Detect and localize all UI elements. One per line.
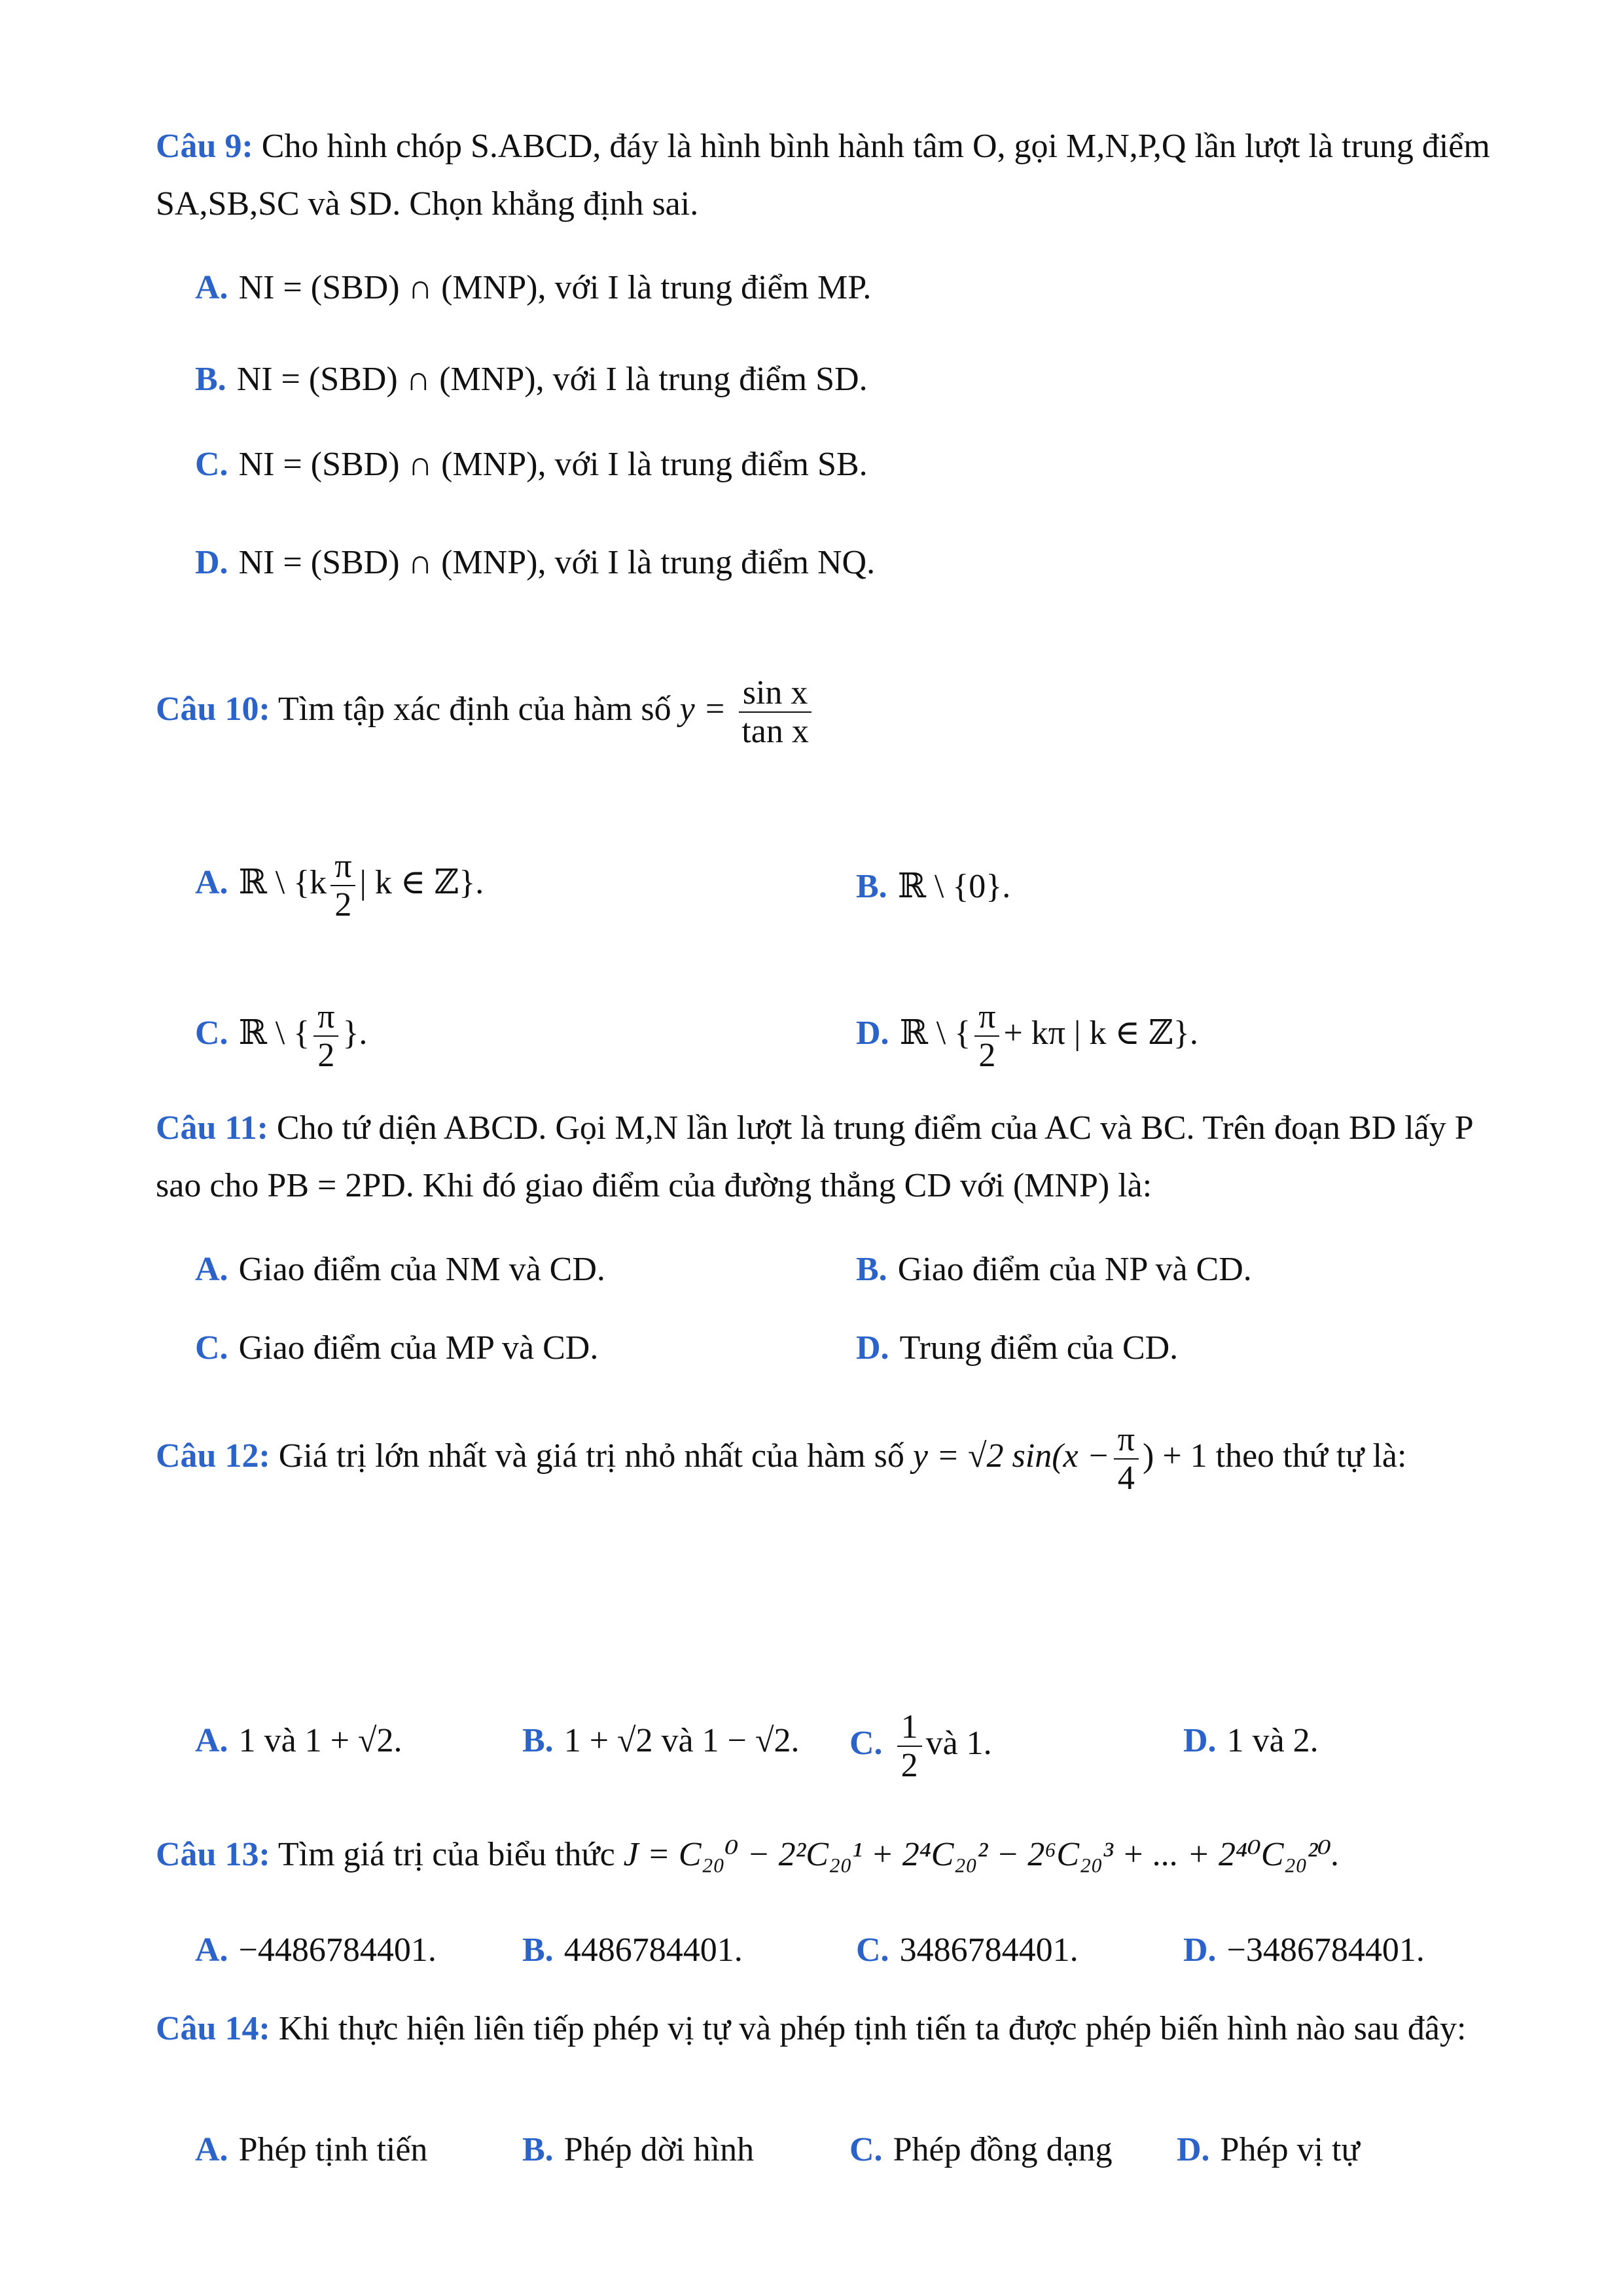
option-fraction — [974, 998, 999, 1074]
question-label: Câu 9: — [156, 128, 253, 165]
option-fraction — [313, 998, 338, 1074]
option-text: ℝ \ {0}. — [897, 868, 1011, 905]
option-text: Giao điểm của NP và CD. — [897, 1251, 1252, 1288]
option-pre: ℝ \ { — [238, 1014, 310, 1052]
option-text: 4486784401. — [563, 1931, 743, 1969]
question-13 — [156, 1826, 1497, 1884]
option-14c[interactable] — [849, 2130, 1113, 2170]
option-label: D. — [1177, 2131, 1210, 2168]
option-12b[interactable] — [522, 1721, 800, 1761]
option-text: NI = (SBD) ∩ (MNP), với I là trung điểm SB. — [238, 446, 868, 483]
option-text: Phép đồng dạng — [893, 2131, 1113, 2168]
option-numerator: 1 — [897, 1708, 922, 1747]
formula-fraction — [1114, 1421, 1139, 1497]
option-label: B. — [856, 1251, 887, 1288]
option-label: D. — [856, 1329, 889, 1367]
option-label: D. — [1183, 1931, 1217, 1969]
option-text: Phép dời hình — [563, 2131, 755, 2168]
option-label: B. — [856, 868, 887, 905]
option-label: A. — [195, 1722, 228, 1759]
option-14d[interactable] — [1177, 2130, 1360, 2170]
question-10 — [156, 674, 1497, 750]
option-12d[interactable] — [1183, 1721, 1319, 1761]
option-label: B. — [195, 361, 226, 398]
option-denominator: 2 — [978, 1037, 996, 1075]
option-11c[interactable] — [195, 1329, 598, 1368]
option-13b[interactable] — [522, 1931, 743, 1970]
question-text: Tìm giá trị của biểu thức — [277, 1836, 615, 1873]
option-fraction — [897, 1708, 922, 1784]
option-9d[interactable] — [195, 543, 875, 583]
option-10c[interactable] — [195, 998, 367, 1074]
option-label: C. — [856, 1931, 889, 1969]
option-13c[interactable] — [856, 1931, 1079, 1970]
question-label: Câu 11: — [156, 1109, 268, 1147]
formula-post: ) + 1 — [1143, 1437, 1207, 1475]
option-text: 1 và 2. — [1226, 1722, 1319, 1759]
question-text: Khi thực hiện liên tiếp phép vị tự và phép tịnh tiến ta được phép biến hình nào sau đây: — [278, 2010, 1467, 2047]
option-fraction — [330, 848, 355, 924]
option-label: C. — [849, 1725, 883, 1763]
option-10b[interactable] — [856, 867, 1010, 906]
option-label: B. — [522, 2131, 554, 2168]
formula-numerator: π — [1114, 1421, 1139, 1460]
option-numerator: π — [330, 848, 355, 886]
option-text: Phép vị tự — [1220, 2131, 1360, 2168]
option-post: + kπ | k ∈ ℤ}. — [1003, 1014, 1198, 1052]
question-text: Cho tứ diện ABCD. Gọi M,N lần lượt là trung điểm của AC và BC. Trên đoạn BD lấy P sao cho PB = 2PD. Khi đó giao điểm của đường thẳng CD với (MNP) là: — [156, 1109, 1472, 1204]
option-label: A. — [195, 1251, 228, 1288]
question-9 — [156, 118, 1497, 233]
option-denominator: 2 — [334, 886, 352, 924]
option-text: 1 + √2 và 1 − √2. — [563, 1722, 800, 1759]
question-11 — [156, 1100, 1497, 1215]
option-11a[interactable] — [195, 1250, 605, 1289]
question-label: Câu 13: — [156, 1836, 270, 1873]
option-label: D. — [195, 544, 228, 581]
option-text: NI = (SBD) ∩ (MNP), với I là trung điểm NQ. — [238, 544, 876, 581]
question-text: Tìm tập xác định của hàm số — [277, 691, 671, 728]
option-12a[interactable] — [195, 1721, 402, 1761]
option-text: −4486784401. — [238, 1931, 437, 1969]
option-denominator: 2 — [317, 1037, 335, 1075]
formula-denominator: 4 — [1117, 1460, 1135, 1498]
option-11d[interactable] — [856, 1329, 1178, 1368]
option-post: }. — [342, 1014, 368, 1052]
formula-fraction — [739, 674, 812, 750]
option-9a[interactable] — [195, 268, 871, 308]
option-pre: ℝ \ { — [899, 1014, 971, 1052]
option-9b[interactable] — [195, 360, 868, 399]
question-text-after: theo thứ tự là: — [1215, 1437, 1407, 1475]
option-label: B. — [522, 1931, 554, 1969]
option-12c[interactable] — [849, 1708, 992, 1784]
option-text: Phép tịnh tiến — [238, 2131, 428, 2168]
question-text-before: Giá trị lớn nhất và giá trị nhỏ nhất của hàm số — [278, 1437, 904, 1475]
option-post: | k ∈ ℤ}. — [359, 864, 484, 902]
formula-numerator: sin x — [739, 674, 812, 713]
option-label: D. — [1183, 1722, 1217, 1759]
option-10a[interactable] — [195, 848, 484, 924]
question-14 — [156, 2003, 1497, 2055]
option-denominator: 2 — [901, 1747, 918, 1785]
option-13d[interactable] — [1183, 1931, 1425, 1970]
option-pre: ℝ \ {k — [238, 864, 327, 902]
option-text: 1 và 1 + √2. — [238, 1722, 402, 1759]
option-text: NI = (SBD) ∩ (MNP), với I là trung điểm MP. — [238, 269, 872, 306]
question-text: Cho hình chóp S.ABCD, đáy là hình bình hành tâm O, gọi M,N,P,Q lần lượt là trung điểm SA,SB,SC và SD. Chọn khẳng định sai. — [156, 128, 1490, 223]
option-text: Giao điểm của MP và CD. — [238, 1329, 599, 1367]
option-14b[interactable] — [522, 2130, 754, 2170]
option-11b[interactable] — [856, 1250, 1252, 1289]
option-label: A. — [195, 2131, 228, 2168]
formula-pre: y = √2 sin(x − — [912, 1437, 1110, 1475]
option-label: A. — [195, 1931, 228, 1969]
question-label: Câu 14: — [156, 2010, 270, 2047]
option-label: C. — [195, 1014, 228, 1052]
option-14a[interactable] — [195, 2130, 427, 2170]
option-text: Giao điểm của NM và CD. — [238, 1251, 605, 1288]
option-label: C. — [195, 446, 228, 483]
option-post: và 1. — [925, 1725, 992, 1763]
option-text: −3486784401. — [1226, 1931, 1425, 1969]
option-label: C. — [849, 2131, 883, 2168]
option-label: C. — [195, 1329, 228, 1367]
formula-lhs: y = — [679, 691, 726, 728]
option-9c[interactable] — [195, 445, 868, 484]
option-numerator: π — [313, 998, 338, 1037]
option-13a[interactable] — [195, 1931, 437, 1970]
option-label: B. — [522, 1722, 554, 1759]
option-text: NI = (SBD) ∩ (MNP), với I là trung điểm SD. — [236, 361, 868, 398]
question-12 — [156, 1417, 1497, 1497]
option-label: D. — [856, 1014, 889, 1052]
option-label: A. — [195, 864, 228, 902]
formula-denominator: tan x — [741, 713, 809, 751]
question-label: Câu 10: — [156, 691, 270, 728]
option-text: Trung điểm của CD. — [899, 1329, 1179, 1367]
option-label: A. — [195, 269, 228, 306]
option-numerator: π — [974, 998, 999, 1037]
option-10d[interactable] — [856, 998, 1198, 1074]
option-text: 3486784401. — [899, 1931, 1079, 1969]
formula-j: J = C₂₀⁰ − 2²C₂₀¹ + 2⁴C₂₀² − 2⁶C₂₀³ + ... + 2⁴⁰C₂₀²⁰. — [623, 1836, 1340, 1873]
question-label: Câu 12: — [156, 1437, 270, 1475]
